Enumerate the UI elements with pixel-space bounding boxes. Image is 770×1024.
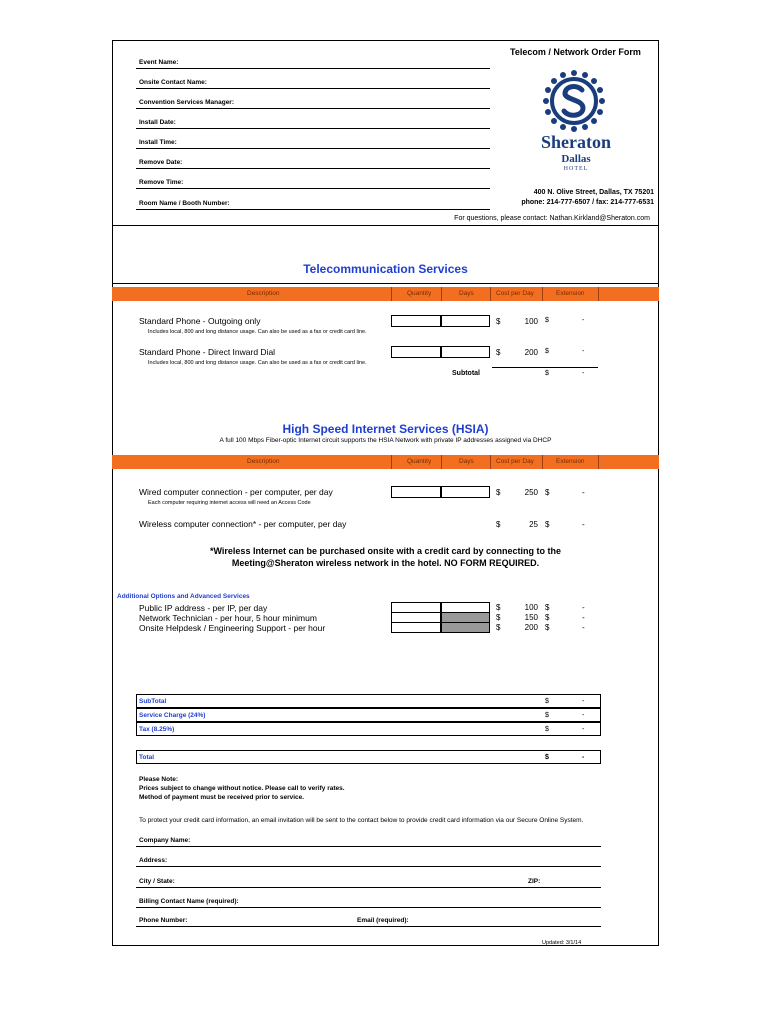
billing-intro: To protect your credit card information, an email invitation will be sent to the contact below to provide credit card information via our Secure Online System. bbox=[139, 817, 584, 824]
onsite-contact-label: Onsite Contact Name: bbox=[139, 79, 207, 86]
telecom-item-2-name: Standard Phone - Direct Inward Dial bbox=[139, 347, 276, 357]
hsia-item-1-name: Wired computer connection - per computer, per day bbox=[139, 487, 333, 497]
hsia-subtitle: A full 100 Mbps Fiber-optic Internet circuit supports the HSIA Network with private IP addresses assigned via DHCP bbox=[219, 437, 552, 444]
service-charge-value: - bbox=[582, 712, 585, 719]
room-name-field[interactable] bbox=[136, 209, 490, 210]
city-state-zip-field[interactable] bbox=[136, 887, 601, 888]
logo-type: HOTEL bbox=[563, 166, 589, 172]
install-time-label: Install Time: bbox=[139, 139, 177, 146]
remove-time-field[interactable] bbox=[136, 188, 490, 189]
csm-label: Convention Services Manager: bbox=[139, 99, 234, 106]
total-value: - bbox=[582, 754, 585, 761]
install-date-label: Install Date: bbox=[139, 119, 176, 126]
additional-item-2-ext-currency: $ bbox=[545, 613, 550, 622]
col-extension: Extension bbox=[556, 458, 585, 465]
zip-label: ZIP: bbox=[528, 878, 541, 885]
telecom-item-1-quantity-input[interactable] bbox=[391, 315, 441, 327]
install-time-field[interactable] bbox=[136, 148, 490, 149]
total-currency: $ bbox=[545, 754, 549, 761]
telecom-item-2-currency: $ bbox=[496, 348, 501, 357]
telecom-item-2-days-input[interactable] bbox=[441, 346, 490, 358]
total-row bbox=[136, 750, 601, 764]
additional-item-1-ext-currency: $ bbox=[545, 603, 550, 612]
install-date-field[interactable] bbox=[136, 128, 490, 129]
telecom-subtotal-currency: $ bbox=[545, 370, 549, 377]
telecom-item-2-note: Includes local, 800 and long distance usage. Can also be used as a fax or credit card line. bbox=[148, 360, 367, 366]
hsia-item-2-name: Wireless computer connection* - per computer, per day bbox=[139, 519, 347, 529]
additional-item-2-cost: 150 bbox=[524, 613, 538, 622]
notes-title: Please Note: bbox=[139, 776, 179, 783]
telecom-column-header bbox=[112, 287, 659, 301]
hotel-address: 400 N. Olive Street, Dallas, TX 75201 bbox=[533, 189, 654, 196]
hsia-item-2-extension: - bbox=[582, 520, 585, 529]
logo-city: Dallas bbox=[561, 153, 591, 165]
telecom-item-2-cost: 200 bbox=[524, 348, 538, 357]
remove-time-label: Remove Time: bbox=[139, 179, 184, 186]
event-name-label: Event Name: bbox=[139, 59, 179, 66]
billing-contact-field[interactable] bbox=[136, 907, 601, 908]
email-label: Email (required): bbox=[357, 917, 409, 924]
additional-item-1-extension: - bbox=[582, 603, 585, 612]
telecom-item-1-ext-currency: $ bbox=[545, 317, 549, 324]
company-label: Company Name: bbox=[139, 837, 191, 844]
additional-item-3-cost: 200 bbox=[524, 623, 538, 632]
telecom-subtotal-value: - bbox=[582, 370, 585, 377]
col-days: Days bbox=[459, 290, 474, 297]
hsia-item-1-days-input[interactable] bbox=[441, 486, 490, 498]
form-title: Telecom / Network Order Form bbox=[510, 47, 641, 57]
tax-currency: $ bbox=[545, 726, 549, 733]
telecom-item-1-days-input[interactable] bbox=[441, 315, 490, 327]
additional-item-1-name: Public IP address - per IP, per day bbox=[139, 603, 268, 613]
additional-title: Additional Options and Advanced Services bbox=[117, 593, 250, 600]
city-state-label: City / State: bbox=[139, 878, 175, 885]
notes-line-1: Prices subject to change without notice. Please call to verify rates. bbox=[139, 785, 345, 792]
hsia-item-1-cost: 250 bbox=[524, 488, 538, 497]
contact-line: For questions, please contact: Nathan.Kirkland@Sheraton.com bbox=[454, 215, 650, 222]
hsia-item-2-cost: 25 bbox=[529, 520, 538, 529]
hsia-item-1-extension: - bbox=[582, 488, 585, 497]
hsia-item-1-ext-currency: $ bbox=[545, 488, 550, 497]
subtotal-row bbox=[136, 694, 601, 708]
telecom-item-1-extension: - bbox=[582, 317, 585, 324]
address-label: Address: bbox=[139, 857, 168, 864]
additional-item-3-name: Onsite Helpdesk / Engineering Support - per hour bbox=[139, 623, 326, 633]
subtotal-value: - bbox=[582, 698, 585, 705]
service-charge-row bbox=[136, 708, 601, 722]
additional-item-2-extension: - bbox=[582, 613, 585, 622]
company-field[interactable] bbox=[136, 846, 601, 847]
tax-label: Tax (8.25%) bbox=[139, 726, 175, 733]
service-charge-currency: $ bbox=[545, 712, 549, 719]
service-charge-label: Service Charge (24%) bbox=[139, 712, 206, 719]
hsia-item-1-currency: $ bbox=[496, 488, 501, 497]
subtotal-currency: $ bbox=[545, 698, 549, 705]
event-name-field[interactable] bbox=[136, 68, 490, 69]
col-cost: Cost per Day bbox=[496, 458, 534, 465]
telecom-item-2-ext-currency: $ bbox=[545, 348, 549, 355]
hsia-item-2-currency: $ bbox=[496, 520, 501, 529]
remove-date-label: Remove Date: bbox=[139, 159, 183, 166]
telecom-item-1-currency: $ bbox=[496, 317, 501, 326]
header-divider bbox=[112, 225, 659, 226]
col-extension: Extension bbox=[556, 290, 585, 297]
additional-item-3-days-disabled bbox=[441, 622, 490, 633]
additional-item-3-quantity-input[interactable] bbox=[391, 622, 441, 633]
telecom-item-1-note: Includes local, 800 and long distance usage. Can also be used as a fax or credit card line. bbox=[148, 329, 367, 335]
remove-date-field[interactable] bbox=[136, 168, 490, 169]
telecom-item-1-cost: 100 bbox=[524, 317, 538, 326]
phone-email-field[interactable] bbox=[136, 926, 601, 927]
hsia-item-1-note: Each computer requiring internet access will need an Access Code bbox=[148, 500, 311, 506]
room-name-label: Room Name / Booth Number: bbox=[139, 200, 230, 207]
col-description: Description bbox=[247, 458, 280, 465]
additional-item-1-currency: $ bbox=[496, 603, 501, 612]
notes-line-2: Method of payment must be received prior to service. bbox=[139, 794, 305, 801]
col-quantity: Quantity bbox=[407, 458, 432, 465]
telecom-subtotal-label: Subtotal bbox=[452, 370, 480, 377]
wireless-note-line-1: *Wireless Internet can be purchased onsite with a credit card by connecting to the bbox=[210, 546, 561, 556]
hsia-item-1-quantity-input[interactable] bbox=[391, 486, 441, 498]
telecom-divider bbox=[112, 283, 659, 284]
updated-date: Updated: 3/1/14 bbox=[542, 940, 582, 946]
tax-row bbox=[136, 722, 601, 736]
csm-field[interactable] bbox=[136, 108, 490, 109]
onsite-contact-field[interactable] bbox=[136, 88, 490, 89]
phone-label: Phone Number: bbox=[139, 917, 188, 924]
hsia-column-header bbox=[112, 455, 659, 469]
additional-item-3-extension: - bbox=[582, 623, 585, 632]
col-cost: Cost per Day bbox=[496, 290, 534, 297]
additional-item-3-currency: $ bbox=[496, 623, 501, 632]
telecom-subtotal-rule bbox=[492, 367, 598, 368]
logo-name: Sheraton bbox=[540, 132, 611, 152]
address-field[interactable] bbox=[136, 866, 601, 867]
col-quantity: Quantity bbox=[407, 290, 432, 297]
additional-item-1-cost: 100 bbox=[524, 603, 538, 612]
sheraton-logo-icon bbox=[541, 68, 607, 134]
col-days: Days bbox=[459, 458, 474, 465]
subtotal-label: SubTotal bbox=[139, 698, 167, 705]
hotel-phone-fax: phone: 214-777-6507 / fax: 214-777-6531 bbox=[521, 199, 654, 206]
hsia-title: High Speed Internet Services (HSIA) bbox=[282, 422, 489, 436]
col-description: Description bbox=[247, 290, 280, 297]
total-label: Total bbox=[139, 754, 155, 761]
telecom-item-2-quantity-input[interactable] bbox=[391, 346, 441, 358]
additional-item-2-currency: $ bbox=[496, 613, 501, 622]
wireless-note-line-2: Meeting@Sheraton wireless network in the hotel. NO FORM REQUIRED. bbox=[231, 558, 540, 568]
billing-contact-label: Billing Contact Name (required): bbox=[139, 898, 239, 905]
additional-item-2-name: Network Technician - per hour, 5 hour minimum bbox=[139, 613, 317, 623]
telecom-title: Telecommunication Services bbox=[303, 262, 468, 276]
additional-item-3-ext-currency: $ bbox=[545, 623, 550, 632]
telecom-item-1-name: Standard Phone - Outgoing only bbox=[139, 316, 261, 326]
tax-value: - bbox=[582, 726, 585, 733]
telecom-item-2-extension: - bbox=[582, 348, 585, 355]
hsia-item-2-ext-currency: $ bbox=[545, 520, 550, 529]
